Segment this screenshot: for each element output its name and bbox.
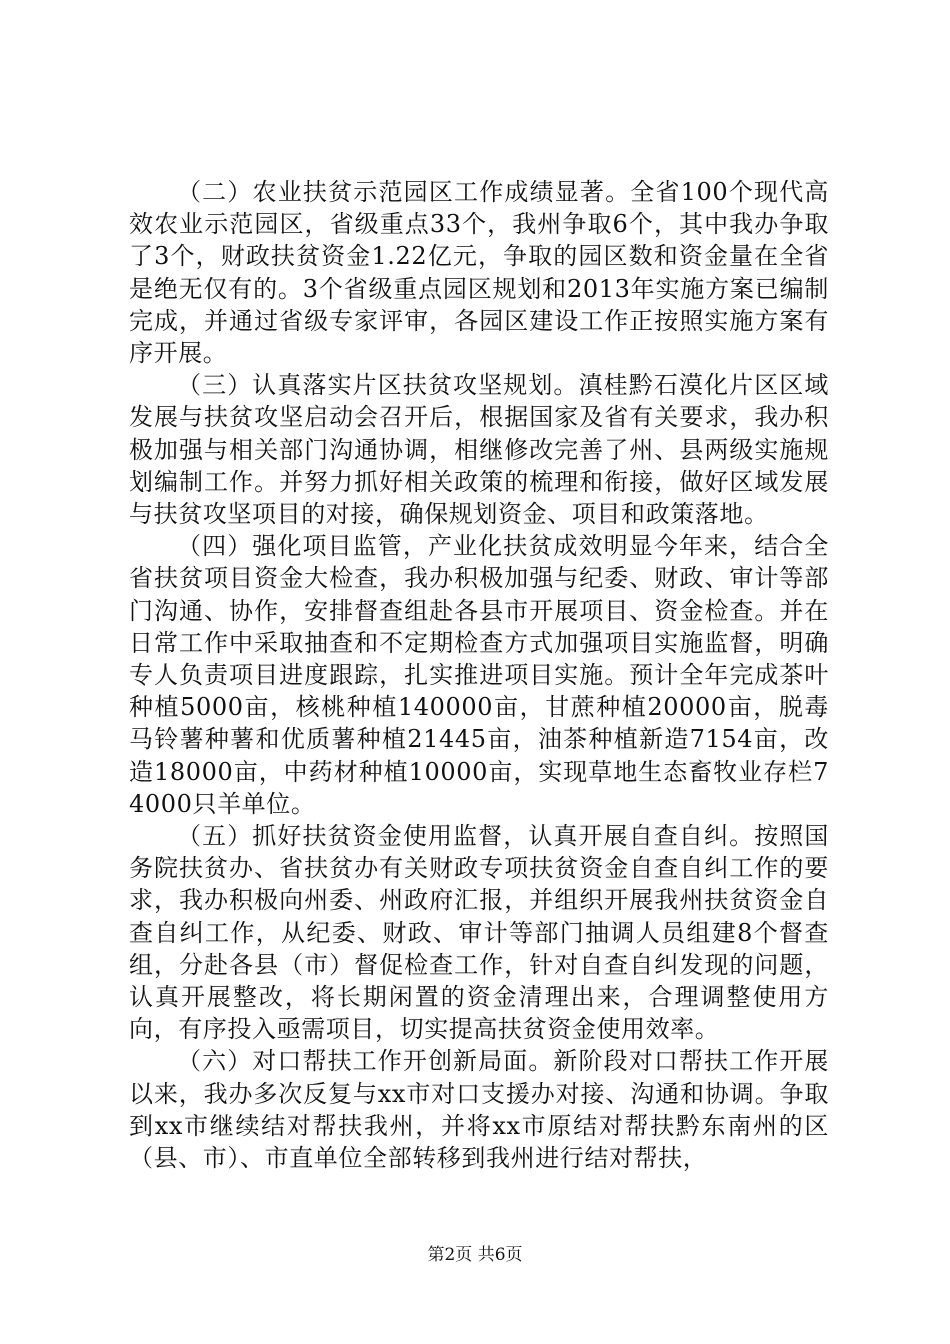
- paragraph-fund-inspection: （五）抓好扶贫资金使用监督，认真开展自查自纠。按照国务院扶贫办、省扶贫办有关财政专项扶贫资金自查自纠工作的要求，我办积极向州委、州政府汇报，并组织开展我州扶贫资金自查自纠工作，从纪委、财政、审计等部门抽调人员组建8个督查组，分赴各县（市）督促检查工作，针对自查自纠发现的问题，认真开展整改，将长期闲置的资金清理出来，合理调整使用方向，有序投入亟需项目，切实提高扶贫资金使用效率。: [129, 822, 829, 1044]
- paragraph-project-supervision: （四）强化项目监管，产业化扶贫成效明显今年来，结合全省扶贫项目资金大检查，我办积极加强与纪委、财政、审计等部门沟通、协作，安排督查组赴各县市开展项目、资金检查。并在日常工作中采取抽查和不定期检查方式加强项目实施监督，明确专人负责项目进度跟踪，扎实推进项目实施。预计全年完成茶叶种植5000亩，核桃种植140000亩，甘蔗种植20000亩，脱毒马铃薯种薯和优质薯种植21445亩，油茶种植新造7154亩，改造18000亩，中药材种植10000亩，实现草地生态畜牧业存栏74000只羊单位。: [129, 532, 829, 818]
- paragraph-agricultural-demo-parks: （二）农业扶贫示范园区工作成绩显著。全省100个现代高效农业示范园区，省级重点33个，我州争取6个，其中我办争取了3个，财政扶贫资金1.22亿元，争取的园区数和资金量在全省是绝无仅有的。3个省级重点园区规划和2013年实施方案已编制完成，并通过省级专家评审，各园区建设工作正按照实施方案有序开展。: [129, 178, 829, 368]
- paragraph-paired-assistance: （六）对口帮扶工作开创新局面。新阶段对口帮扶工作开展以来，我办多次反复与xx市对口支援办对接、沟通和协调。争取到xx市继续结对帮扶我州，并将xx市原结对帮扶黔东南州的区（县、市）、市直单位全部转移到我州进行结对帮扶，: [129, 1047, 829, 1173]
- paragraph-regional-planning: （三）认真落实片区扶贫攻坚规划。滇桂黔石漠化片区区域发展与扶贫攻坚启动会召开后，根据国家及省有关要求，我办积极加强与相关部门沟通协调，相继修改完善了州、县两级实施规划编制工作。并努力抓好相关政策的梳理和衔接，做好区域发展与扶贫攻坚项目的对接，确保规划资金、项目和政策落地。: [129, 371, 829, 529]
- document-body: [129, 176, 829, 1174]
- page-number-footer: 第2页 共6页: [427, 1245, 523, 1265]
